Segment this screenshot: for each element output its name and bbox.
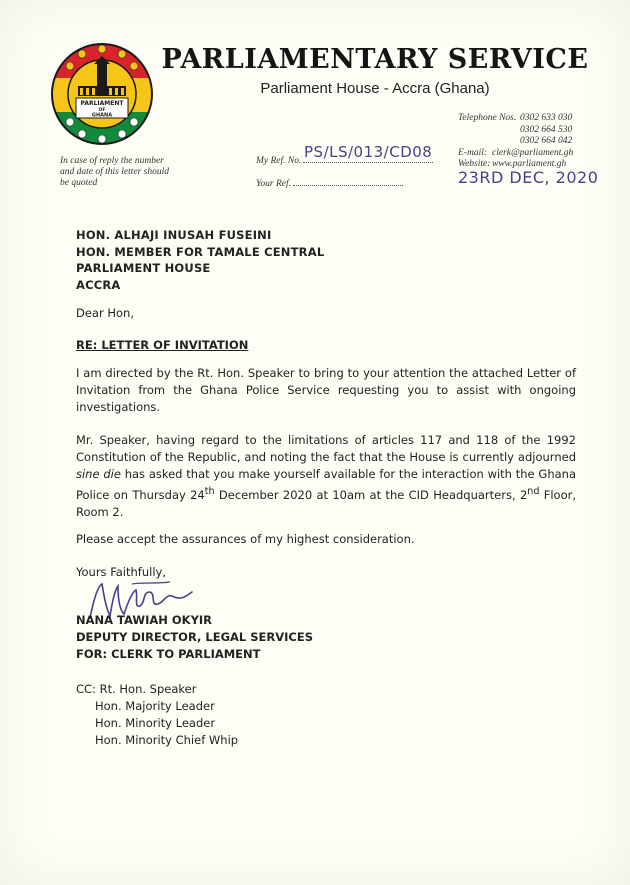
paragraph-2-sup-1: th xyxy=(204,486,215,497)
your-ref-label: Your Ref. xyxy=(256,179,292,189)
paragraph-1: I am directed by the Rt. Hon. Speaker to bring to your attention the attached Letter of Invitation from the Ghana Police Service requesting you to assist with ongoing investigations. xyxy=(76,366,576,414)
cc-recipient: Hon. Minority Leader xyxy=(95,716,216,730)
cc-block xyxy=(76,681,576,749)
parliament-crest-logo xyxy=(48,40,156,148)
signatory-title: DEPUTY DIRECTOR, LEGAL SERVICES xyxy=(76,630,313,644)
your-ref-row xyxy=(256,179,403,189)
cc-label: CC: xyxy=(76,682,96,696)
website-value: www.parliament.gh xyxy=(492,159,567,169)
paragraph-3: Please accept the assurances of my highest consideration. xyxy=(76,532,415,546)
my-ref-handwritten: PS/LS/013/CD08 xyxy=(304,143,433,161)
paragraph-2-sup-2: nd xyxy=(527,486,540,497)
date-handwritten: 23RD DEC, 2020 xyxy=(458,168,599,187)
cc-row-1 xyxy=(76,681,576,698)
paragraph-2-emphasis: sine die xyxy=(76,467,121,481)
salutation: Dear Hon, xyxy=(76,306,134,320)
addressee-line-3: PARLIAMENT HOUSE xyxy=(76,261,211,275)
cc-recipient: Hon. Minority Chief Whip xyxy=(95,733,239,747)
signatory-for: FOR: CLERK TO PARLIAMENT xyxy=(76,647,261,661)
email-label: E-mail: xyxy=(458,147,488,158)
contact-block xyxy=(458,113,608,171)
organization-subtitle: Parliament House - Accra (Ghana) xyxy=(260,80,490,97)
telephone-2: 0302 664 530 xyxy=(520,124,573,135)
website-label: Website: xyxy=(458,159,491,169)
paragraph-2-part-a: Mr. Speaker, having regard to the limitations of articles 117 and 118 of the 1992 Constitution of the Republic, and noting the fact that the House is currently adjourned xyxy=(76,433,576,464)
paragraph-2-part-b: has asked that you make yourself available for the interaction with the Ghana Police on Thursday 24 xyxy=(76,467,576,502)
addressee-block xyxy=(76,227,324,293)
cc-recipient: Hon. Majority Leader xyxy=(95,699,215,713)
closing: Yours Faithfully, xyxy=(76,565,166,579)
crest-text-top: PARLIAMENT xyxy=(80,100,124,107)
paragraph-2-part-d: Floor, Room 2. xyxy=(76,487,577,519)
addressee-line-1: HON. ALHAJI INUSAH FUSEINI xyxy=(76,228,272,242)
telephone-label: Telephone Nos. xyxy=(458,113,517,123)
telephone-3: 0302 664 042 xyxy=(520,136,573,146)
crest-text-mid: OF xyxy=(98,108,106,113)
addressee-line-2: HON. MEMBER FOR TAMALE CENTRAL xyxy=(76,244,325,259)
my-ref-label: My Ref. No. xyxy=(256,156,302,166)
addressee-line-4: ACCRA xyxy=(76,277,121,292)
crest-text-bottom: GHANA xyxy=(91,112,113,119)
paragraph-2 xyxy=(76,432,576,521)
reply-note: In case of reply the number and date of this letter should be quoted xyxy=(60,156,169,188)
email-value: clerk@parliament.gh xyxy=(492,147,574,158)
subject-line: RE: LETTER OF INVITATION xyxy=(76,338,249,352)
organization-name: PARLIAMENTARY SERVICE xyxy=(161,44,589,75)
telephone-1: 0302 633 030 xyxy=(520,113,573,123)
paragraph-2-part-c: December 2020 at 10am at the CID Headquarters, 2 xyxy=(214,487,528,502)
cc-recipient: Rt. Hon. Speaker xyxy=(99,682,197,696)
signatory-name: NANA TAWIAH OKYIR xyxy=(76,613,213,627)
